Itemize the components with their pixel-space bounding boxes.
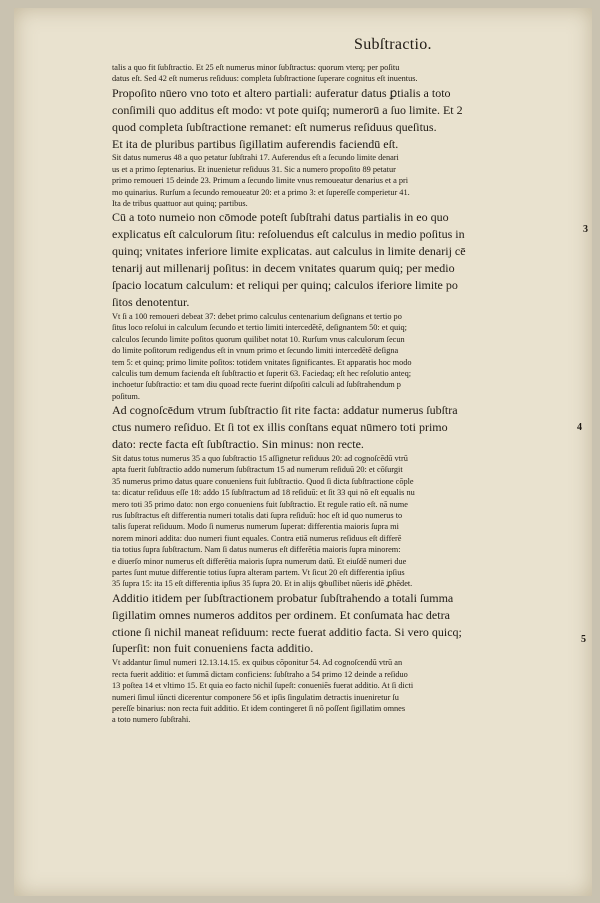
text-line: inchoetur ſubſtractio: et tam diu quoad recte fuerint diſpoſiti calculi ad ſubſtrahendum p	[112, 380, 401, 390]
text-line: Additio itidem per ſubſtractionem probatur ſubſtrahendo a totali ſumma	[112, 590, 454, 605]
text-line: 13 poſtea 14 et vltimo 15. Et quia eo facto nichil ſupeſt: conueniēs fuerat additio. At ſi dicti	[112, 681, 414, 691]
text-line: calculis tum demum facienda eſt ſubſtractio et ſuperit 63. Faciedaq; eſt hec reſolutio anteq;	[112, 368, 412, 378]
text-line: Ad cognoſcēdum vtrum ſubſtractio ſit rite facta: addatur numerus ſubſtra	[112, 403, 458, 418]
text-line: dato: recte facta eſt ſubſtractio. Sin minus: non recte.	[112, 436, 364, 451]
text-line: tia totius ſupra ſubſtractum. Nam ſi datus numerus eſt differētia maioris ſupra minorem:	[112, 545, 401, 555]
text-line: ſuperſit: non fuit conueniens facta additio.	[112, 641, 314, 656]
margin-note: 5	[581, 634, 586, 645]
book-page	[14, 8, 592, 896]
text-line: ctus numero reſiduo. Et ſi tot ex illis conſtans equat nūmero toti primo	[112, 420, 448, 435]
text-line: do limite poſitorum redigendus eſt in vnum primo et ſecundo limiti intercedētē deſigna	[112, 346, 399, 356]
text-line: a toto numero ſubſtrahi.	[112, 715, 191, 725]
margin-note: 4	[577, 422, 582, 433]
text-line: 35 ſupra 15: ita 15 eſt differentia ipſius 35 ſupra 20. Et in alijs ꝙbuſlibet nūeris idē ꝓhēdet.	[112, 579, 413, 589]
text-line: us et a primo ſeptenarius. Et inuenietur reſiduus 31. Sic a numero propoſito 89 petatur	[112, 164, 396, 174]
text-line: Cū a toto numeio non cōmode poteſt ſubſtrahi datus partialis in eo quo	[112, 210, 449, 225]
text-line: conſimili quo additus eſt modo: vt pote quiſq; numerorū a ſuo limite. Et 2	[112, 102, 463, 117]
text-line: datus eſt. Sed 42 eſt numerus reſiduus: completa ſubſtractione ſuperare cognitus eſt inuentus.	[112, 74, 418, 84]
text-line: Ita de tribus quattuor aut quinq; partibus.	[112, 199, 248, 209]
text-line: apta fuerit ſubſtractio addo numerum ſubſtractum 15 ad numerum reſiduū 20: et cōſurgit	[112, 465, 403, 475]
text-line: poſitum.	[112, 391, 140, 401]
text-line: quod completa ſubſtractione remanet: eſt numerus reſiduus queſitus.	[112, 119, 437, 134]
text-line: ſitus loco reſolui in calculum ſecundo et tertio limiti intercedētē, deſignantem 50: et quiq;	[112, 323, 407, 333]
text-line: pereſſe binarius: non recta fuit additio. Et idem contingeret ſi nō poſſent ſigillatim omnes	[112, 704, 406, 713]
text-line: Sit datus numerus 48 a quo petatur ſubſtrahi 17. Auferendus eſt a ſecundo limite denari	[112, 153, 399, 163]
text-line: Propoſito nūero vno toto et altero partiali: auferatur datus ꝑtialis a toto	[112, 85, 451, 100]
text-line: recta fuerit additio: et ſummā dictam conficiens: ſubſtraho a 54 primo 12 deinde a reſiduo	[112, 669, 408, 679]
running-header: Subſtractio.	[354, 36, 432, 53]
text-line: talis ſuperat reſiduum. Modo ſi numerus numerum ſuperat: differentia maioris ſupra mi	[112, 522, 399, 532]
text-line: ctione ſi nichil maneat reſiduum: recte fuerat additio facta. Si vero quicq;	[112, 624, 462, 639]
text-line: ſigillatim omnes numeros additos per ordinem. Et conſumata hac detra	[112, 607, 450, 622]
text-line: mero toti 35 primo dato: non ergo conueniens fuit ſubſtractio. Et regule ratio eſt. nā nume	[112, 499, 408, 509]
text-line: Et ita de pluribus partibus ſigillatim auferendis faciendū eſt.	[112, 136, 399, 151]
text-line: numeri ſimul iūncti dicerentur componere 56 et ipſis ſingulatim detractis inueniretur ſu	[112, 692, 399, 702]
text-line: partes ſunt mutue differentie totius ſupra alteram partem. Vt ſicut 20 eſt differentia ipſius	[112, 567, 405, 577]
text-line: rus ſubſtractus eſt differentia numeri totalis dati ſupra reſiduū: hoc eſt id quo numerus to	[112, 510, 403, 520]
text-line: ſpacio locatum calculum: et reliqui per quinq; calculos iferiore limite po	[112, 278, 458, 293]
text-line: Vt ſi a 100 remoueri debeat 37: debet primo calculus centenarium deſignans et tertio po	[112, 311, 402, 321]
text-line: tenarij aut millenarij poſitus: in decem vnitates quarum quiq; per medio	[112, 261, 455, 276]
text-line: ta: dicatur reſiduus eſſe 18: addo 15 ſubſtractum ad 18 reſiduū: et ſit 33 qui nō eſt equalis nu	[112, 488, 415, 498]
text-line: Sit datus totus numerus 35 a quo ſubſtractio 15 aſſignetur reſiduus 20: ad cognoſcēdū vtrū	[112, 453, 408, 463]
text-line: Vt addantur ſimul numeri 12.13.14.15. ex quibus cōponitur 54. Ad cognoſcendū vtrū an	[112, 658, 403, 668]
text-line: quinq; vnitates inferiore limite explicatas. aut calculus in limite denarij cē	[112, 244, 466, 259]
margin-note: 3	[583, 224, 588, 235]
text-line: e diuerſo minor numerus eſt differētia maioris ſupra numerum datū. Et eiuſdē numeri due	[112, 556, 407, 566]
text-line: 35 numerus primo datus quare conueniens fuit ſubſtractio. Quod ſi dicta ſubſtractione cōple	[112, 476, 414, 486]
text-line: norem minori addita: duo numeri fiunt equales. Contra etiā numerus reſiduus eſt differē	[112, 533, 402, 543]
text-line: tem 5: et quinq; primo limite poſitos: totidem vnitates ſignificantes. Et apparatis hoc modo	[112, 357, 412, 367]
text-line: calculos ſecundo limite poſitos quorum quilibet notat 10. Rurſum vnus calculorum ſecun	[112, 334, 405, 344]
text-line: ſitos denotentur.	[112, 295, 190, 309]
text-line: mo quinarius. Rurſum a ſecundo remoueatur 20: et a primo 3: et ſupereſſe comperietur 41.	[112, 187, 410, 197]
body-text	[112, 62, 586, 726]
text-line: primo remoueri 15 deinde 23. Primum a ſecundo limite vnus remoueatur denarius et a pri	[112, 176, 409, 186]
text-line: explicatus eſt calculorum ſitu: reſoluendus eſt calculus in medio poſitus in	[112, 227, 465, 242]
text-line: talis a quo fit ſubſtractio. Et 25 eſt numerus minor ſubſtractus: quorum vterq; per poſitu	[112, 63, 400, 72]
